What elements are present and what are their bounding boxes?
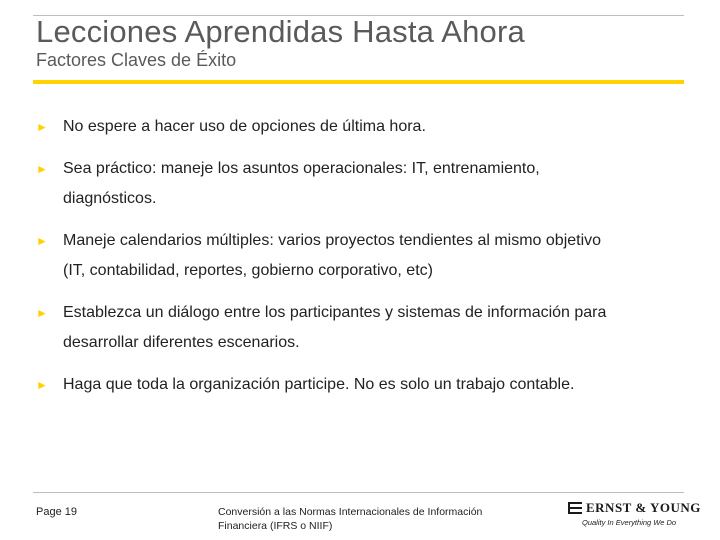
bullet-line: Haga que toda la organización participe. No es solo un trabajo contable. <box>63 376 575 393</box>
bullet-item-4 <box>36 298 686 358</box>
bullet-item-3 <box>36 226 686 286</box>
logo-wordmark: ERNST & YOUNG <box>586 500 701 515</box>
bullet-item-5 <box>36 370 686 400</box>
bullet-line: Maneje calendarios múltiples: varios proyectos tendientes al mismo objetivo <box>63 232 602 249</box>
bullet-line: Sea práctico: maneje los asuntos operacionales: IT, entrenamiento, <box>63 160 540 177</box>
logo-mark-icon <box>568 502 582 514</box>
footer-caption-line: Conversión a las Normas Internacionales de Información <box>218 506 483 518</box>
slide-title: Lecciones Aprendidas Hasta Ahora <box>36 14 525 49</box>
footer-caption-line: Financiera (IFRS o NIIF) <box>218 520 333 532</box>
bullet-list <box>36 112 686 400</box>
accent-bar <box>33 80 684 84</box>
footer-divider <box>33 492 684 493</box>
bullet-arrow-icon: ► <box>36 120 48 134</box>
bullet-line: No espere a hacer uso de opciones de última hora. <box>63 118 426 135</box>
bullet-arrow-icon: ► <box>36 378 48 392</box>
company-logo <box>568 500 701 534</box>
bullet-item-1 <box>36 112 686 142</box>
bullet-item-2 <box>36 154 686 214</box>
logo-tagline: Quality In Everything We Do <box>582 518 677 527</box>
slide-subtitle: Factores Claves de Éxito <box>36 50 237 70</box>
bullet-arrow-icon: ► <box>36 306 48 320</box>
bullet-arrow-icon: ► <box>36 234 48 248</box>
bullet-arrow-icon: ► <box>36 162 48 176</box>
bullet-line: Establezca un diálogo entre los participantes y sistemas de información para <box>63 304 607 321</box>
footer-caption <box>218 505 518 533</box>
page-number: Page 19 <box>36 506 77 518</box>
bullet-line: (IT, contabilidad, reportes, gobierno corporativo, etc) <box>63 262 433 279</box>
bullet-line: diagnósticos. <box>63 190 157 207</box>
bullet-line: desarrollar diferentes escenarios. <box>63 334 300 351</box>
